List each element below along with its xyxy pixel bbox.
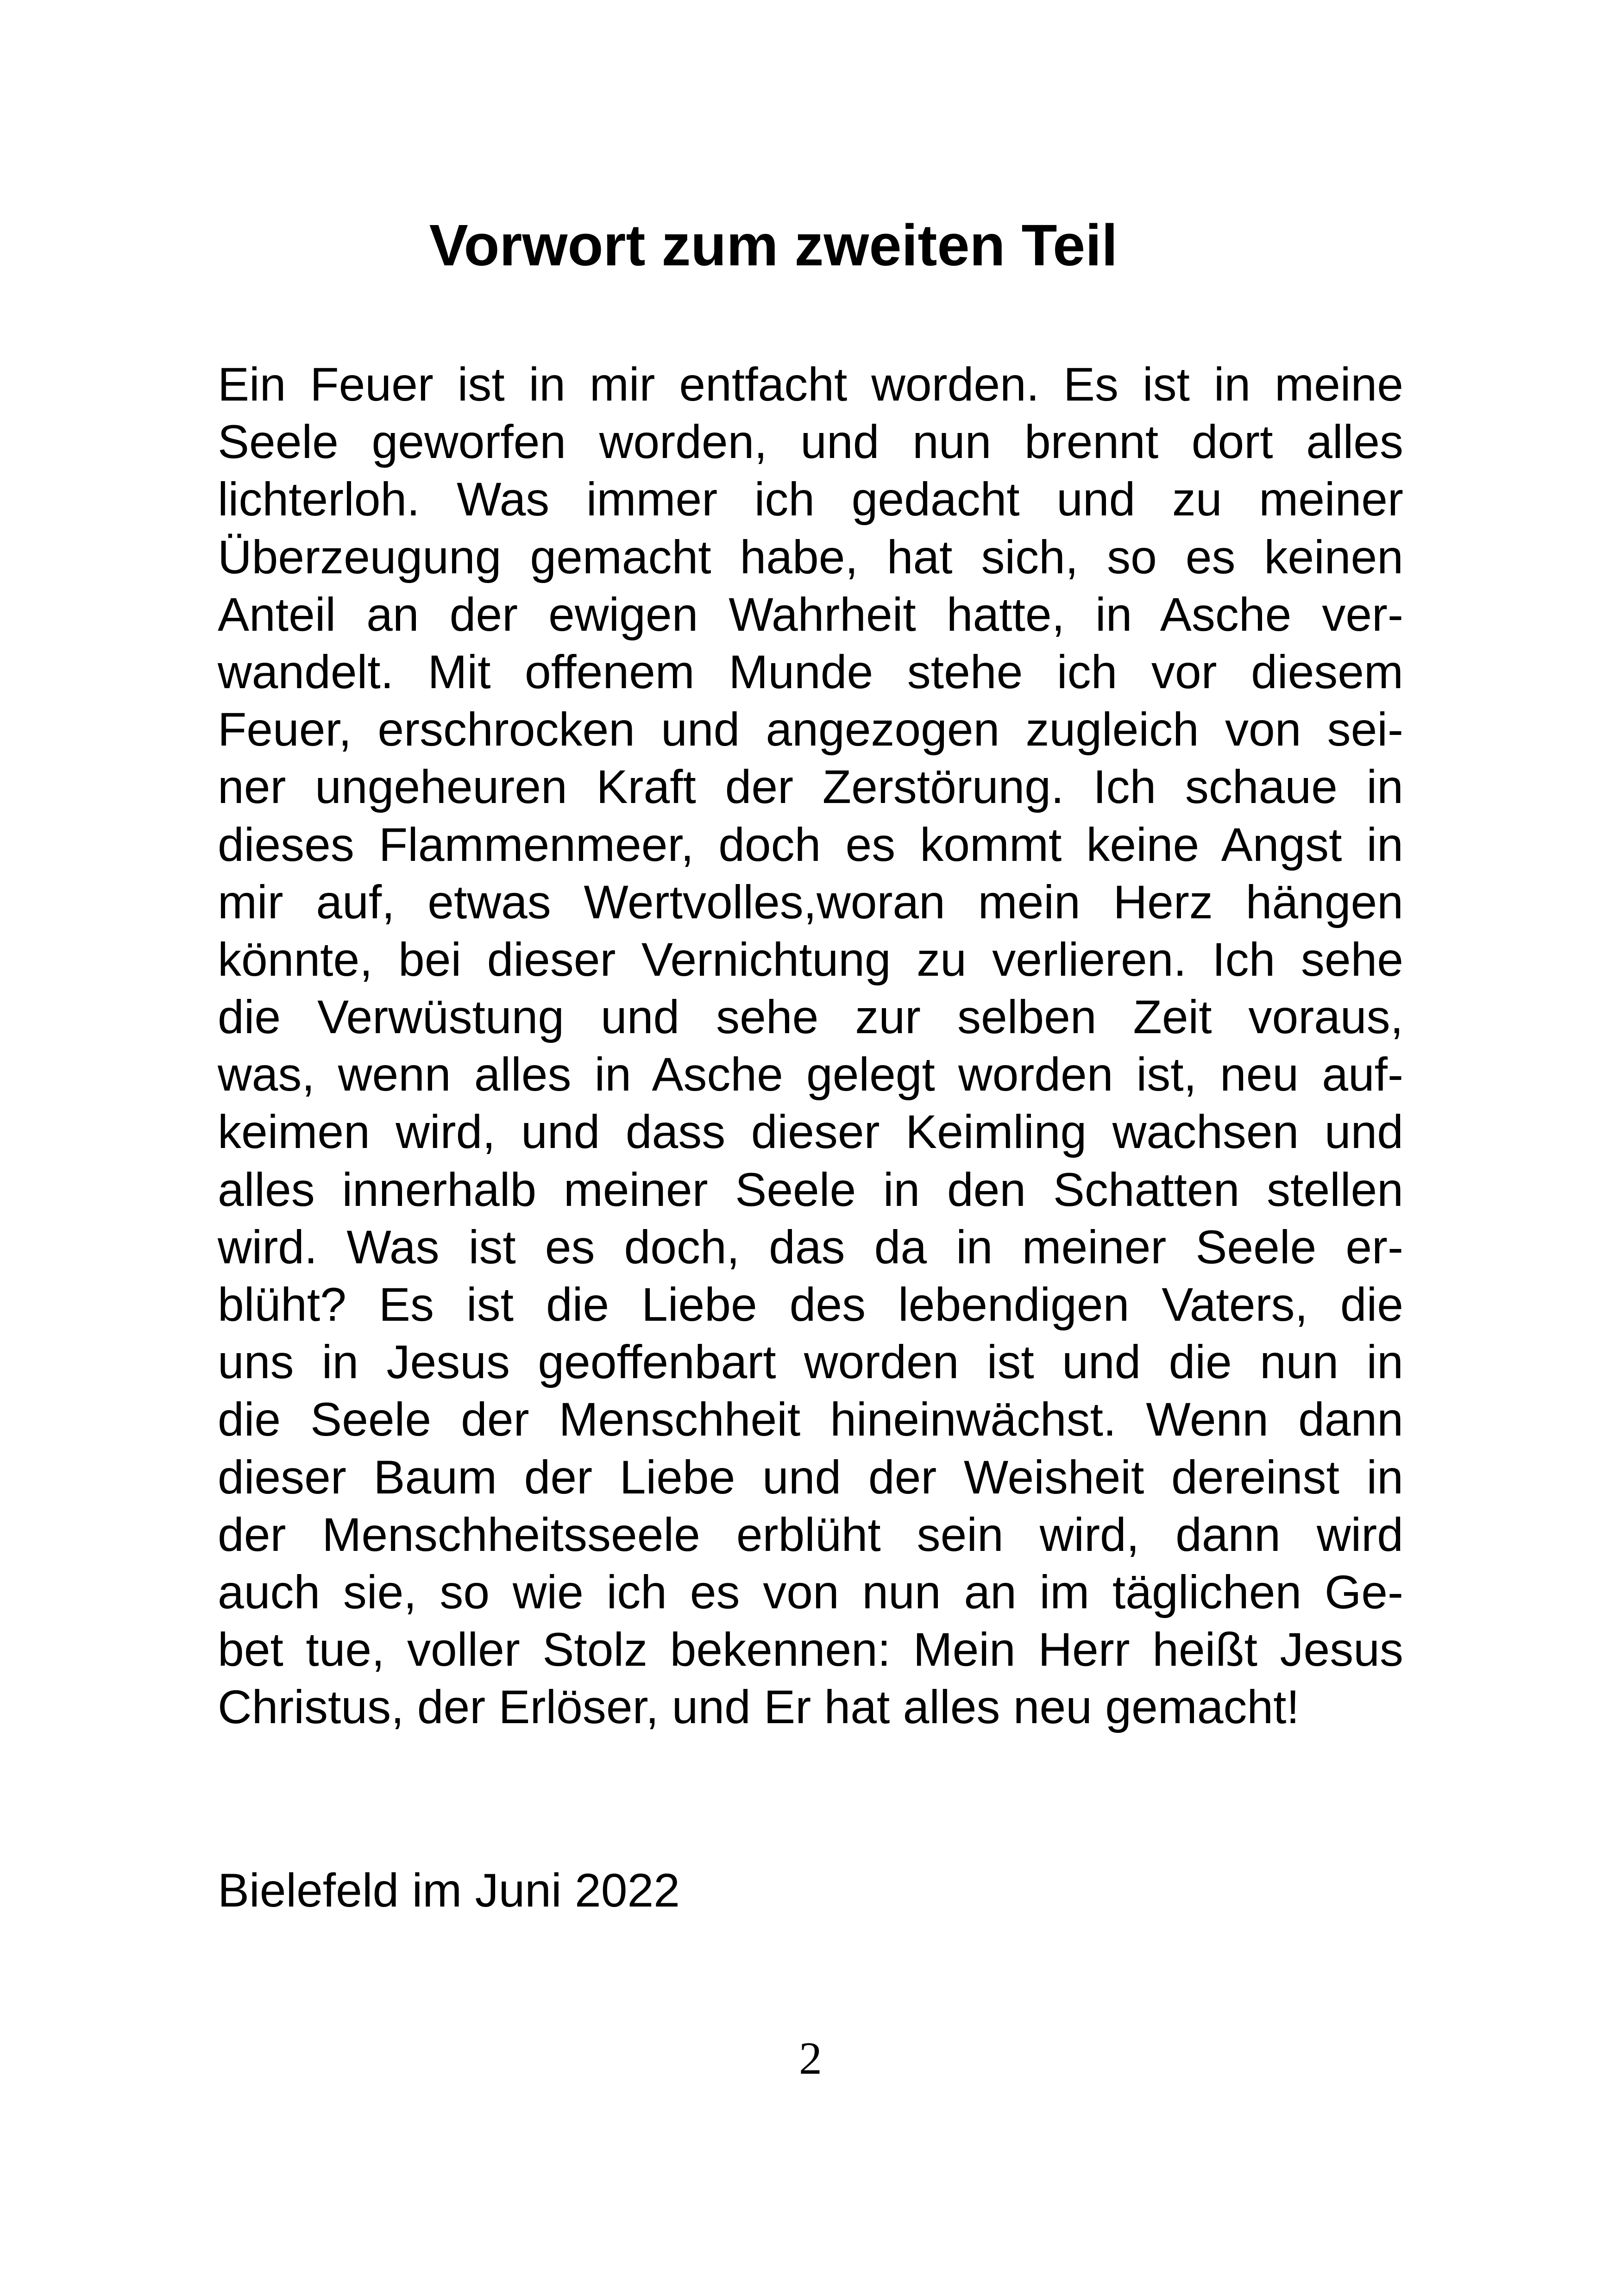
body-line: Überzeugung gemacht habe, hat sich, so es keinen [218,530,1403,583]
body-line: dieses Flammenmeer, doch es kommt keine Angst in [218,818,1403,871]
body-line: mir auf, etwas Wertvolles,woran mein Herz hängen [218,875,1403,928]
body-line: lichterloh. Was immer ich gedacht und zu meiner [218,473,1403,526]
body-line: die Verwüstung und sehe zur selben Zeit voraus, [218,991,1403,1044]
body-line: Christus, der Erlöser, und Er hat alles neu gemacht! [218,1681,1300,1734]
page-title: Vorwort zum zweiten Teil [429,213,1118,278]
body-line: wandelt. Mit offenem Munde stehe ich vor diesem [218,645,1403,698]
body-line: Feuer, erschrocken und angezogen zugleich von sei- [218,703,1403,756]
body-line: uns in Jesus geoffenbart worden ist und die nun in [218,1336,1403,1389]
body-line: alles innerhalb meiner Seele in den Schatten stellen [218,1163,1403,1216]
body-line: wird. Was ist es doch, das da in meiner Seele er- [218,1220,1403,1273]
body-line: dieser Baum der Liebe und der Weisheit dereinst in [218,1450,1403,1504]
body-line: Ein Feuer ist in mir entfacht worden. Es ist in meine [218,358,1403,411]
body-line: blüht? Es ist die Liebe des lebendigen Vaters, die [218,1278,1403,1331]
body-line: auch sie, so wie ich es von nun an im täglichen Ge- [218,1565,1403,1618]
page-number: 2 [799,2033,822,2084]
body-line: Anteil an der ewigen Wahrheit hatte, in Asche ver- [218,588,1403,641]
body-line: der Menschheitsseele erblüht sein wird, dann wird [218,1508,1403,1561]
body-line: was, wenn alles in Asche gelegt worden ist, neu auf- [218,1048,1403,1101]
place-date: Bielefeld im Juni 2022 [218,1864,680,1917]
body-line: bet tue, voller Stolz bekennen: Mein Herr heißt Jesus [218,1623,1403,1676]
body-line: Seele geworfen worden, und nun brennt dort alles [218,415,1403,469]
body-line: die Seele der Menschheit hineinwächst. Wenn dann [218,1393,1403,1446]
body-line: ner ungeheuren Kraft der Zerstörung. Ich schaue in [218,760,1403,814]
body-text [218,356,1403,1736]
body-line: keimen wird, und dass dieser Keimling wachsen und [218,1105,1403,1159]
body-line: könnte, bei dieser Vernichtung zu verlieren. Ich sehe [218,933,1403,986]
